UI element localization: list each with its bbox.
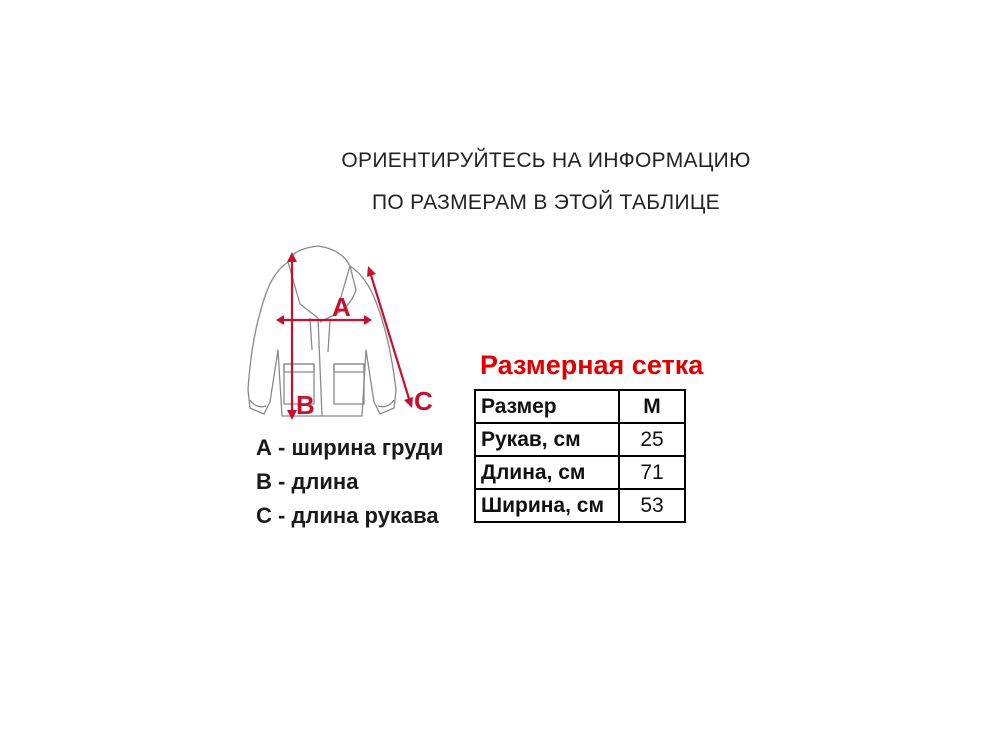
header-size-label: Размер xyxy=(475,390,619,423)
table-row xyxy=(475,489,685,522)
legend-b: В - длина xyxy=(256,469,359,494)
table-header-row xyxy=(475,390,685,423)
label-b: B xyxy=(296,390,315,420)
table-row xyxy=(475,456,685,489)
row-label: Ширина, см xyxy=(475,489,619,522)
header-size-value: M xyxy=(619,390,685,423)
row-value: 71 xyxy=(619,456,685,489)
jacket-measurement-diagram xyxy=(240,240,450,430)
legend-a: А - ширина груди xyxy=(256,435,444,460)
jacket-outline xyxy=(248,246,396,416)
row-value: 53 xyxy=(619,489,685,522)
legend-c: С - длина рукава xyxy=(256,503,439,528)
heading-line-2: ПО РАЗМЕРАМ В ЭТОЙ ТАБЛИЦЕ xyxy=(372,191,720,214)
row-value: 25 xyxy=(619,423,685,456)
row-label: Длина, см xyxy=(475,456,619,489)
label-c: C xyxy=(414,386,433,416)
label-a: A xyxy=(332,292,351,322)
heading-line-1: ОРИЕНТИРУЙТЕСЬ НА ИНФОРМАЦИЮ xyxy=(341,149,751,172)
table-row xyxy=(475,423,685,456)
size-chart-title: Размерная сетка xyxy=(480,350,704,380)
row-label: Рукав, см xyxy=(475,423,619,456)
size-table xyxy=(474,389,686,523)
